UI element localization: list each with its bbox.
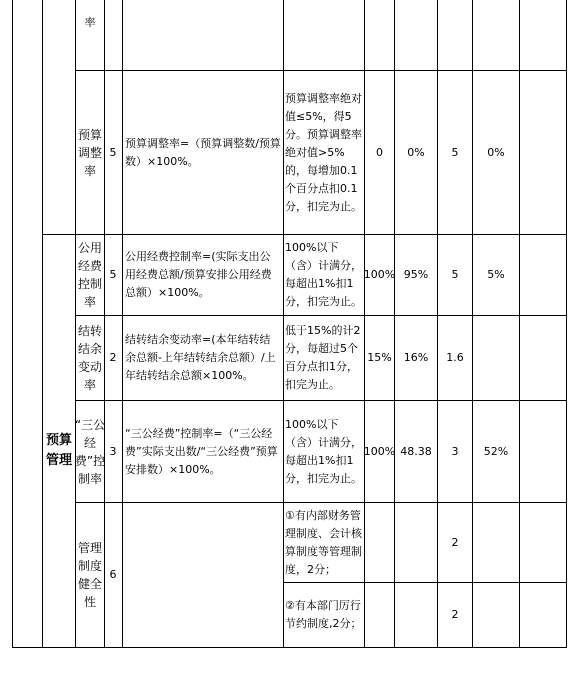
column-divider [75,0,76,647]
actual-cell [395,401,437,502]
weight-text: 5 [109,145,117,159]
criteria-text: 100%以下（含）计满分，每超出1%扣1分，扣完为止。 [285,417,362,485]
formula-text: 预算调整率=（预算调整数/预算数）×100%。 [125,136,281,168]
extra-text: 52% [483,444,509,458]
formula-text: “三公经费”控制率=（“三公经费”实际支出数/“三公经费”预算安排数）×100%。 [125,426,278,476]
weight-text: 5 [109,268,117,281]
criteria-text: 低于15%的计2分，每超过5个百分点扣1分，扣完为止。 [285,324,361,391]
criteria-text: 100%以下（含）计满分，每超出1%扣1分，扣完为止。 [285,241,362,308]
actual-cell [395,71,437,234]
target-text: 15% [367,351,392,364]
formula-text: 公用经费控制率=(实际支出公用经费总额/预算安排公用经费总额）×100%。 [125,250,272,299]
indicator-text: 预算调整率 [78,127,103,178]
target-cell [365,71,394,234]
column-divider [283,0,284,647]
extra-cell [473,401,519,502]
score-cell [438,235,472,315]
weight-cell [104,503,122,647]
actual-text: 48.38 [400,444,432,458]
actual-text: 16% [403,351,429,364]
indicator-cell [78,503,102,647]
indicator-text: 管理制度健全性 [78,541,103,609]
indicator-text: “三公经费”控制率 [74,417,106,486]
extra-cell [473,316,519,400]
target-text: 100% [363,268,396,281]
category-text: 预算管理 [45,433,72,468]
weight-cell [104,71,122,234]
extra-text: 5% [487,268,505,281]
criteria-text: ①有内部财务管理制度、会计核算制度等管理制度，2分； [285,508,362,576]
indicator-text: 结转结余变动率 [78,324,103,392]
score-text: 5 [451,145,459,159]
category-label [43,400,75,502]
table-border-left [12,0,13,647]
formula-cell [124,235,281,315]
indicator-cell [78,71,102,234]
target-cell [365,401,394,502]
score-cell [438,316,472,400]
target-text: 0 [376,145,383,159]
score-cell [438,503,472,582]
actual-cell [395,316,437,400]
criteria-text: 预算调整率绝对值≤5%，得5分。预算调整率绝对值>5%的，每增加0.1个百分点扣0.1分，扣完为止。 [285,91,362,213]
extra-text: 0% [487,145,505,159]
weight-cell [104,235,122,315]
actual-text: 95% [403,268,429,281]
indicator-text: 率 [84,16,96,29]
score-text: 5 [451,268,459,281]
criteria-cell [285,503,363,582]
extra-cell [473,71,519,234]
indicator-text: 公用经费控制率 [78,241,103,309]
criteria-cell [285,71,363,234]
criteria-cell [285,235,363,315]
weight-text: 3 [109,444,117,458]
score-cell [438,401,472,502]
score-text: 2 [451,535,459,549]
target-cell [365,235,394,315]
score-cell [438,583,472,647]
criteria-text: ②有本部门厉行节约制度,2分； [285,599,362,630]
formula-cell [124,71,281,234]
indicator-cell [78,316,102,400]
indicator-cell [76,401,104,502]
criteria-cell [285,583,363,647]
criteria-cell [285,316,363,400]
extra-cell [473,235,519,315]
weight-cell [104,401,122,502]
weight-cell [104,316,122,400]
column-divider [519,0,520,647]
table-border-bottom [12,647,567,648]
score-text: 2 [451,608,459,621]
formula-cell [124,316,281,400]
criteria-cell [285,401,363,502]
target-cell [365,316,394,400]
column-divider [122,0,123,647]
column-divider [42,0,43,647]
formula-cell [124,401,281,502]
indicator-cell [78,235,102,315]
actual-text: 0% [407,145,425,159]
table-border-right [566,0,567,647]
weight-text: 6 [109,568,117,581]
actual-cell [395,235,437,315]
indicator-cell [76,0,104,70]
target-text: 100% [363,444,396,458]
score-text: 1.6 [446,351,464,364]
weight-text: 2 [109,351,117,364]
score-cell [438,71,472,234]
formula-text: 结转结余变动率=(本年结转结余总额-上年结转结余总额）/上年结转结余总额×100%。 [125,333,276,382]
score-text: 3 [451,444,459,458]
